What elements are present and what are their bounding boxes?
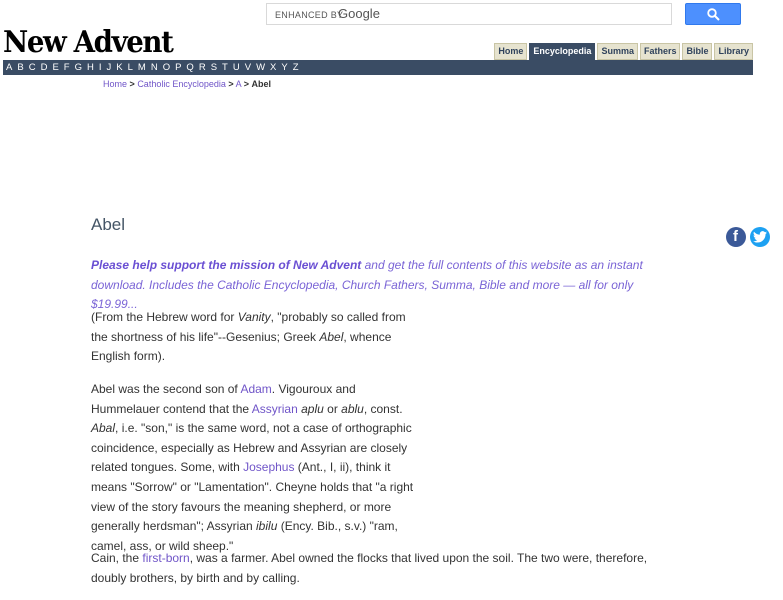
alphabet-letter-t[interactable]: T bbox=[222, 62, 228, 73]
nav-fathers[interactable]: Fathers bbox=[640, 43, 681, 60]
text: Cain, the bbox=[91, 551, 143, 565]
text: , was a farmer. Abel owned the flocks that lived upon the soil. The two were, therefore, doubly brothers, by birth and by calling. bbox=[91, 551, 648, 585]
social-share bbox=[726, 227, 770, 247]
alphabet-letter-p[interactable]: P bbox=[175, 62, 182, 73]
support-appeal bbox=[91, 256, 671, 315]
alphabet-letter-g[interactable]: G bbox=[74, 62, 82, 73]
alphabet-letter-a[interactable]: A bbox=[6, 62, 13, 73]
alphabet-letter-m[interactable]: M bbox=[137, 62, 146, 73]
twitter-icon bbox=[753, 231, 767, 243]
paragraph-etymology bbox=[91, 308, 421, 367]
alphabet-letter-k[interactable]: K bbox=[116, 62, 123, 73]
text-italic: aplu bbox=[301, 401, 324, 416]
page-title: Abel bbox=[91, 215, 126, 234]
enhanced-by-label: ENHANCED BY bbox=[275, 10, 344, 20]
text: Abel was the second son of bbox=[91, 382, 241, 396]
paragraph-cain bbox=[91, 549, 661, 588]
text: . Vigouroux and Hummelauer contend that the bbox=[91, 382, 356, 416]
breadcrumb-encyclopedia[interactable]: Catholic Encyclopedia bbox=[137, 79, 226, 89]
text-italic: Abal bbox=[91, 421, 116, 436]
link-first-born[interactable]: first-born bbox=[142, 551, 190, 565]
nav-encyclopedia[interactable]: Encyclopedia bbox=[529, 43, 595, 60]
alphabet-bar bbox=[3, 60, 753, 75]
breadcrumb-sep: > bbox=[129, 79, 135, 89]
alphabet-letter-u[interactable]: U bbox=[232, 62, 240, 73]
facebook-share-button[interactable] bbox=[726, 227, 746, 247]
text: , i.e. "son," is the same word, not a case of orthographic coincidence, especially as Hebrew and Assyrian are closely related tongues. Some, with bbox=[91, 421, 412, 475]
twitter-share-button[interactable] bbox=[750, 227, 770, 247]
alphabet-letter-f[interactable]: F bbox=[63, 62, 70, 73]
search-button[interactable] bbox=[685, 3, 741, 25]
text: (Ant., I, ii), think it means "Sorrow" or "Lamentation". Cheyne holds that "a right view of the story favours the meaning shepherd, or more generally herdsman"; Assyrian bbox=[91, 460, 414, 534]
text: , "probably so called from the shortness of his life"--Gesenius; Greek bbox=[91, 310, 406, 344]
search-icon bbox=[707, 8, 720, 21]
alphabet-letter-l[interactable]: L bbox=[127, 62, 133, 73]
support-link[interactable]: Please help support the mission of New Advent bbox=[91, 258, 362, 272]
facebook-icon: f bbox=[733, 228, 738, 245]
nav-summa[interactable]: Summa bbox=[597, 43, 638, 60]
breadcrumb bbox=[103, 79, 271, 89]
alphabet-letter-w[interactable]: W bbox=[256, 62, 266, 73]
alphabet-letter-n[interactable]: N bbox=[150, 62, 158, 73]
breadcrumb-sep: > bbox=[243, 79, 249, 89]
nav-bible[interactable]: Bible bbox=[682, 43, 712, 60]
text-italic: ablu bbox=[341, 401, 364, 416]
alphabet-letter-s[interactable]: S bbox=[210, 62, 218, 73]
alphabet-letter-o[interactable]: O bbox=[162, 62, 171, 73]
alphabet-letter-c[interactable]: C bbox=[28, 62, 36, 73]
breadcrumb-home[interactable]: Home bbox=[103, 79, 128, 89]
breadcrumb-current: Abel bbox=[251, 79, 271, 89]
link-assyrian[interactable]: Assyrian bbox=[251, 401, 298, 416]
breadcrumb-sep: > bbox=[228, 79, 234, 89]
alphabet-letter-x[interactable]: X bbox=[270, 62, 277, 73]
text: , const. bbox=[363, 401, 403, 416]
top-nav bbox=[494, 43, 753, 60]
alphabet-letter-b[interactable]: B bbox=[17, 62, 24, 73]
text: (From the Hebrew word for bbox=[91, 310, 238, 324]
alphabet-letter-e[interactable]: E bbox=[52, 62, 59, 73]
text: or bbox=[323, 401, 342, 416]
alphabet-letter-q[interactable]: Q bbox=[186, 62, 194, 73]
link-josephus[interactable]: Josephus bbox=[243, 460, 295, 475]
text: , whence English form). bbox=[91, 329, 392, 364]
alphabet-letter-d[interactable]: D bbox=[40, 62, 48, 73]
alphabet-letter-r[interactable]: R bbox=[198, 62, 206, 73]
nav-library[interactable]: Library bbox=[714, 43, 753, 60]
search-input[interactable] bbox=[266, 3, 672, 25]
breadcrumb-letter[interactable]: A bbox=[235, 79, 242, 89]
nav-home[interactable]: Home bbox=[494, 43, 527, 60]
text-italic: ibilu bbox=[256, 519, 278, 534]
appeal-text: and get the full contents of this website as an instant download. Includes the Catholic Encyclopedia, Church Fathers, Summa, Bible and more — all for only $19.99... bbox=[91, 258, 643, 312]
alphabet-letter-y[interactable]: Y bbox=[281, 62, 288, 73]
alphabet-letter-v[interactable]: V bbox=[244, 62, 252, 73]
site-logo[interactable]: New Advent bbox=[3, 25, 173, 60]
link-adam[interactable]: Adam bbox=[240, 382, 272, 396]
text-italic: Vanity bbox=[237, 310, 271, 324]
text: (Ency. Bib., s.v.) "ram, camel, ass, or wild sheep." bbox=[91, 519, 398, 553]
text-italic: Abel bbox=[319, 329, 344, 344]
google-label: Google bbox=[338, 6, 380, 21]
alphabet-letter-h[interactable]: H bbox=[86, 62, 94, 73]
alphabet-letter-i[interactable]: I bbox=[98, 62, 102, 73]
alphabet-letter-z[interactable]: Z bbox=[292, 62, 299, 73]
paragraph-biography bbox=[91, 380, 421, 556]
alphabet-letter-j[interactable]: J bbox=[106, 62, 112, 73]
